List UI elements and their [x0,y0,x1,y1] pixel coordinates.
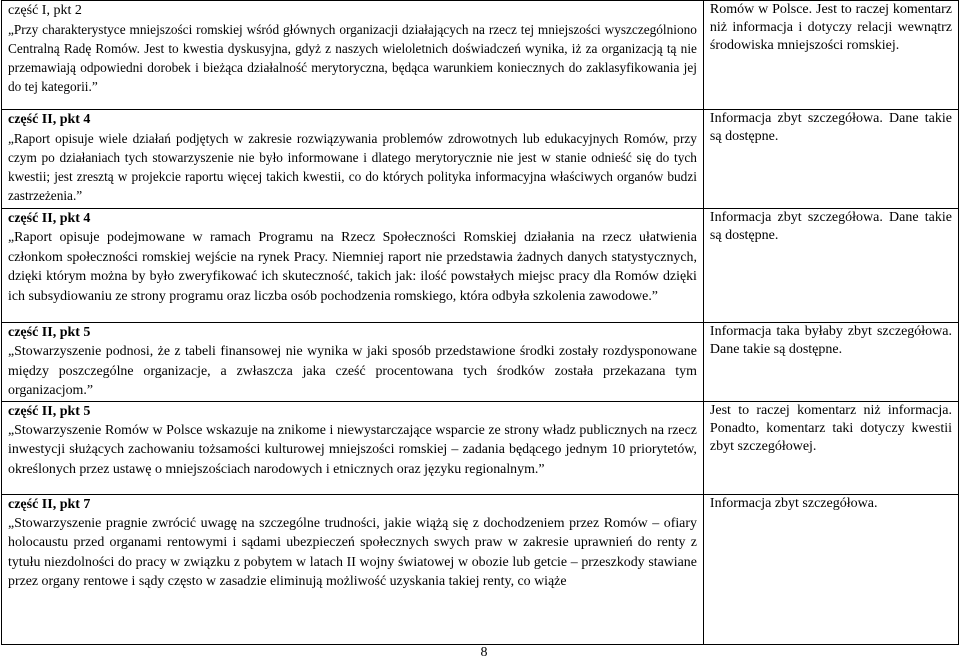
section-quote: „Raport opisuje wiele działań podjętych w zakresie rozwiązywania problemów zdrowotnych lub edukacyjnych Romów, przy czym po działaniach tych stowarzyszenie nie było informowane i dlatego merytorycznie nie jest w stanie odnieść się do tych kwestii; jest zresztą w projekcie raportu więcej takich kwestii, co do których polityka informacyjna właściwych organów budzi zastrzeżenia.” [8,131,697,203]
comment-text: Jest to raczej komentarz niż informacja. Ponadto, komentarz taki dotyczy kwestii zbyt szczegółowej. [709,402,952,454]
comment-cell [703,1,958,110]
section-heading: część I, pkt 2 [8,3,82,18]
comment-cell [703,323,958,402]
table-row [2,209,959,323]
page-number: 8 [480,645,488,660]
comment-cell [703,494,958,644]
section-quote: „Raport opisuje podejmowane w ramach Programu na Rzecz Społeczności Romskiej działania na rzecz ułatwienia członkom społeczności romskiej wejście na rynek Pracy. Niemniej raport nie przedstawia żadnych danych statystycznych, dzięki którym można by było zweryfikować ich skuteczność, takich jak: ilość powstałych miejsc pracy dla Romów dzięki ich subsydiowaniu ze strony programu oraz liczba osób pochodzenia romskiego, która odbyła szkolenia zawodowe.” [8,230,697,304]
table-row [2,401,959,494]
section-quote: „Stowarzyszenie podnosi, że z tabeli finansowej nie wynika w jaki sposób przedstawione środki zostały rozdysponowane między poszczególne organizacje, a zwłaszcza jaka cześć procentowana tych środków została przekazana tym organizacjom.” [8,344,697,398]
section-cell [2,1,704,110]
comment-text: Informacja zbyt szczegółowa. Dane takie są dostępne. [709,210,952,243]
table-row [2,110,959,209]
table-row [2,1,959,110]
section-cell [2,110,704,209]
table-row [2,494,959,644]
section-heading: część II, pkt 5 [8,325,91,340]
comment-cell [703,110,958,209]
section-quote: „Stowarzyszenie Romów w Polsce wskazuje na znikome i niewystarczające wsparcie ze strony władz publicznych na rzecz inwestycji służących zachowaniu tożsamości kulturowej mniejszości romskiej – zadania będącego jednym 10 priorytetów, określonych przez ustawę o mniejszościach narodowych i etnicznych oraz języku regionalnym.” [8,422,697,477]
section-cell [2,494,704,644]
section-cell [2,401,704,494]
comment-text: Informacja zbyt szczegółowa. [709,495,878,511]
section-cell [2,209,704,323]
section-cell [2,323,704,402]
comment-cell [703,401,958,494]
section-quote: „Stowarzyszenie pragnie zwrócić uwagę na szczególne trudności, jakie wiążą się z dochodzeniem przez Romów – ofiary holocaustu przed organami rentowymi i sądami ubezpieczeń społecznych swych praw w zakresie uprawnień do renty z tytułu niezdolności do pracy w związku z pobytem w latach II wojny światowej w obozie lub getcie – przeszkody stawiane przez organy rentowe i sądy często w zasadzie eliminują możliwość uzyskania takiej renty, co wiąże [8,515,697,589]
section-heading: część II, pkt 4 [8,211,91,226]
comment-text: Informacja taka byłaby zbyt szczegółowa. Dane takie są dostępne. [709,324,952,357]
comments-table [1,0,959,645]
table-row [2,323,959,402]
comment-text: Informacja zbyt szczegółowa. Dane takie są dostępne. [709,111,952,144]
section-heading: część II, pkt 7 [8,496,91,512]
comment-cell [703,209,958,323]
section-heading: część II, pkt 4 [8,112,91,127]
section-heading: część II, pkt 5 [8,403,91,419]
comment-text: Romów w Polsce. Jest to raczej komentarz niż informacja i dotyczy relacji wewnątrz środowiska mniejszości romskiej. [709,2,952,53]
section-quote: „Przy charakterystyce mniejszości romskiej wśród głównych organizacji działających na rzecz tej mniejszości wyszczególniono Centralną Radę Romów. Jest to kwestia dyskusyjna, gdyż z naszych wieloletnich doświadczeń wynika, iż za organizacją tą nie przemawiają odpowiedni dorobek i bieżąca działalność merytoryczna, będąca warunkiem koniecznych do zaklasyfikowania jej do tej kategorii.” [8,22,697,94]
